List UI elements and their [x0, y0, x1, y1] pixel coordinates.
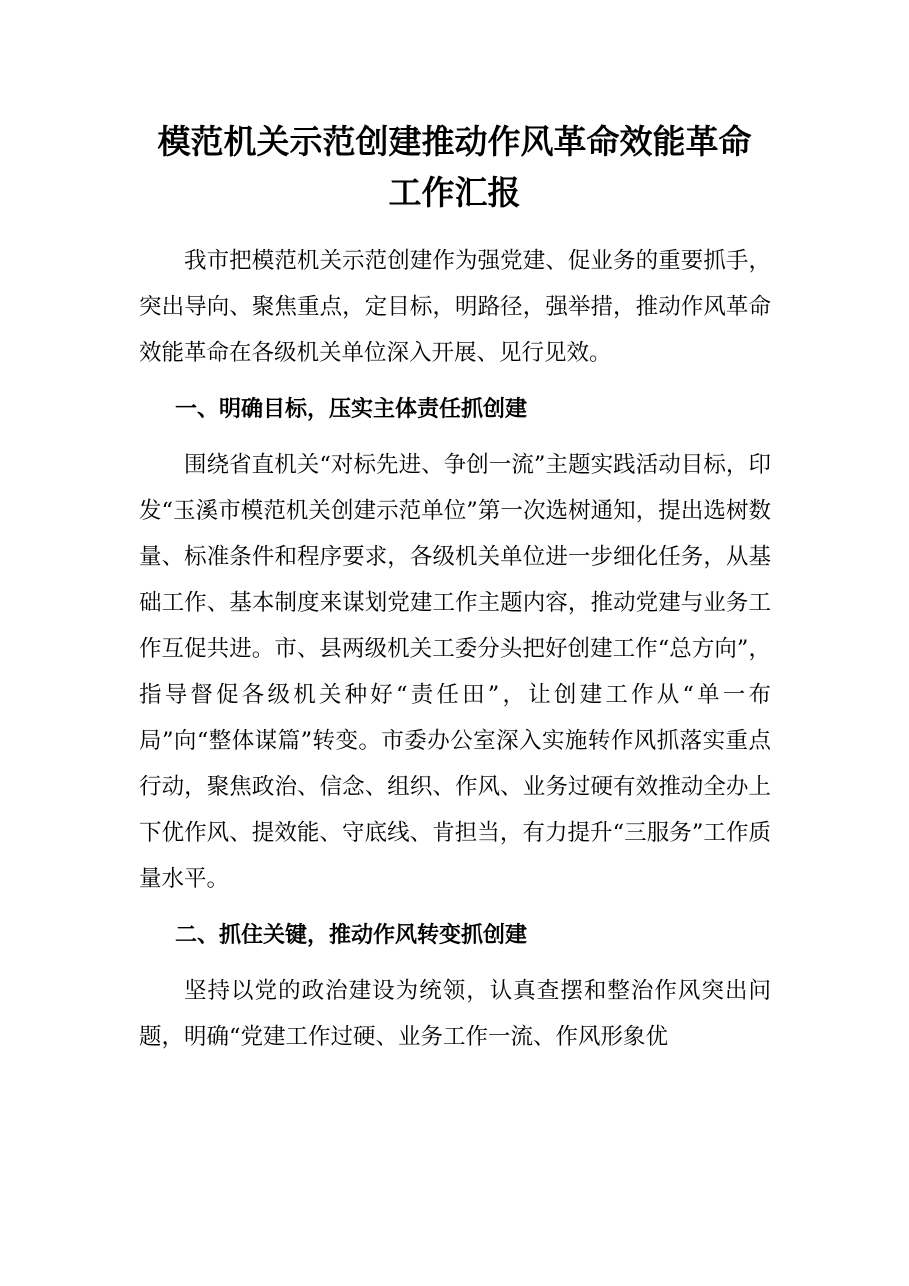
title-line-2: 工作汇报 [388, 173, 521, 212]
title-line-1: 模范机关示范创建推动作风革命效能革命 [157, 122, 752, 161]
section-2-heading: 二、抓住关键，推动作风转变抓创建 [175, 923, 528, 948]
document-body [139, 238, 771, 1060]
document-title [60, 116, 849, 218]
intro-paragraph: 我市把模范机关示范创建作为强党建、促业务的重要抓手，突出导向、聚焦重点，定目标，明路径，强举措，推动作风革命效能革命在各级机关单位深入开展、见行见效。 [139, 248, 771, 366]
section-1-paragraph: 围绕省直机关“对标先进、争创一流”主题实践活动目标，印发“玉溪市模范机关创建示范单位”第一次选树通知，提出选树数量、标准条件和程序要求，各级机关单位进一步细化任务，从基础工作、基本制度来谋划党建工作主题内容，推动党建与业务工作互促共进。市、县两级机关工委分头把好创建工作“总方向”，指导督促各级机关种好“责任田”，让创建工作从“单一布局”向“整体谋篇”转变。市委办公室深入实施转作风抓落实重点行动，聚焦政治、信念、组织、作风、业务过硬有效推动全办上下优作风、提效能、守底线、肯担当，有力提升“三服务”工作质量水平。 [139, 452, 771, 892]
section-2-paragraph: 坚持以党的政治建设为统领，认真查摆和整治作风突出问题，明确“党建工作过硬、业务工作一流、作风形象优 [139, 978, 771, 1050]
section-1-heading: 一、明确目标，压实主体责任抓创建 [175, 397, 528, 422]
